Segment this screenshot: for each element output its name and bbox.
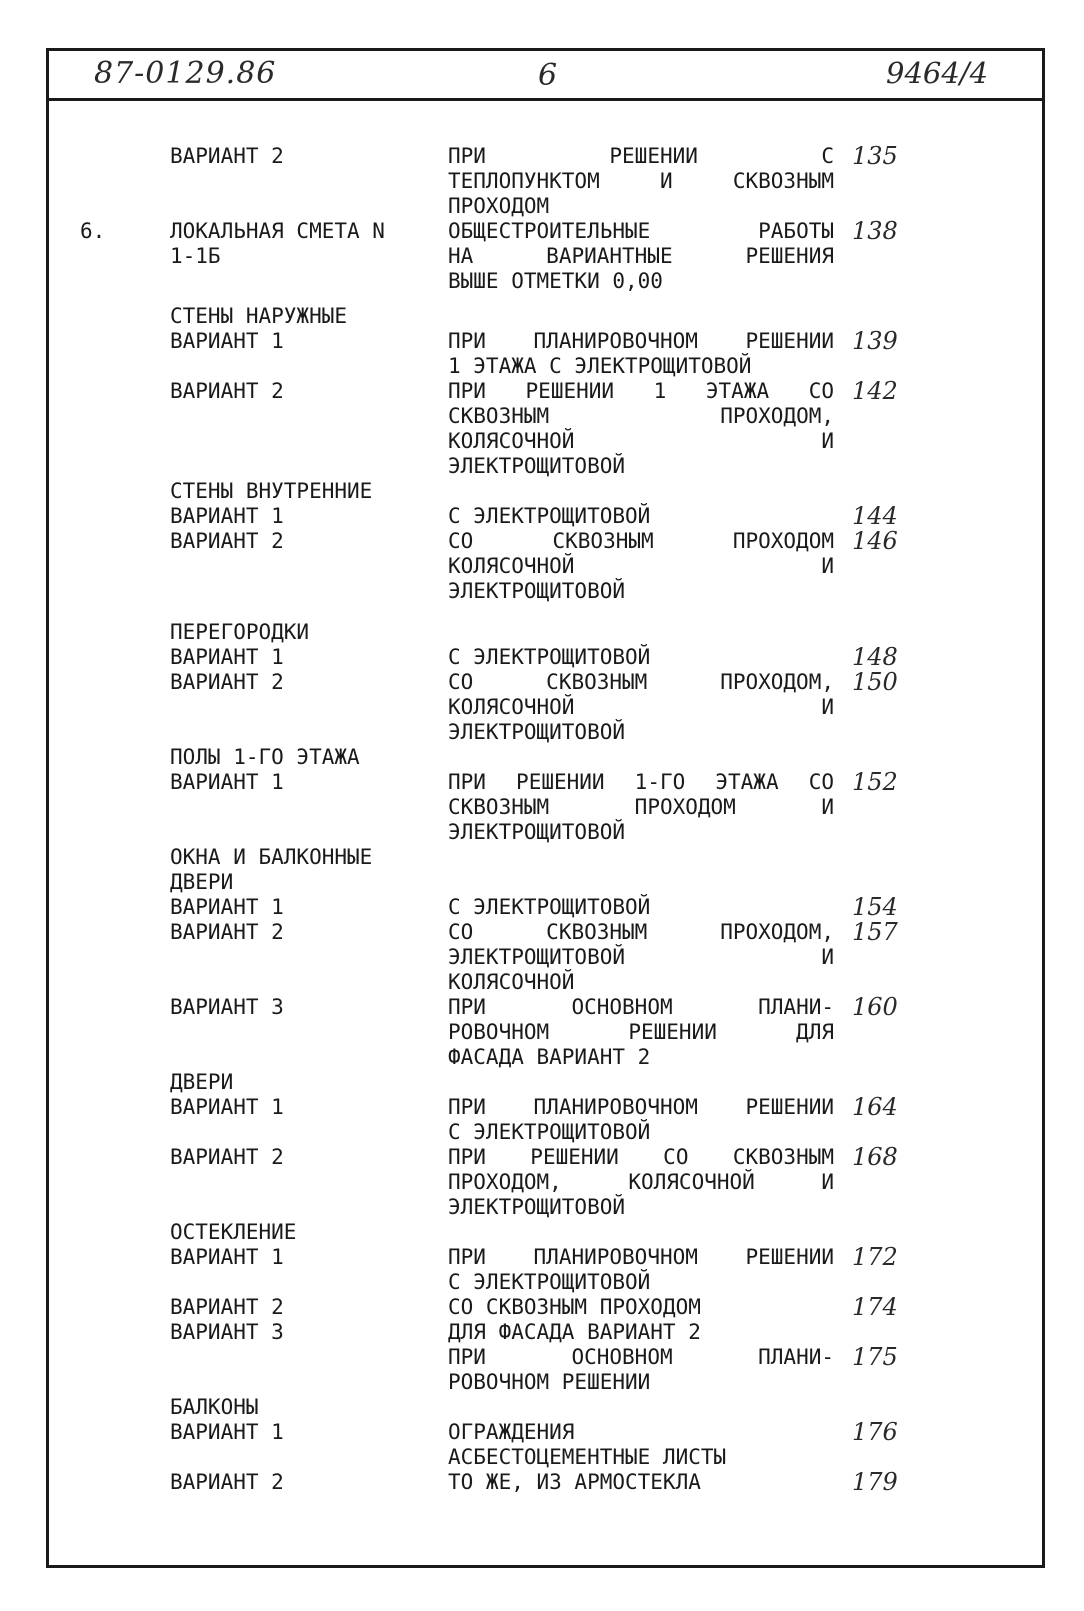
entry-section: ВАРИАНТ 3 <box>170 995 284 1019</box>
description-line: ТО ЖЕ, ИЗ АРМОСТЕКЛА <box>448 1470 701 1494</box>
description-line: ДЛЯ ФАСАДА ВАРИАНТ 2 <box>448 1320 701 1344</box>
entry-section: ВАРИАНТ 2 <box>170 529 284 553</box>
entry-number: 6. <box>80 219 106 243</box>
entry-description <box>448 1095 834 1145</box>
page-reference: 139 <box>852 327 898 355</box>
entry-description <box>448 670 834 745</box>
description-line: С ЭЛЕКТРОЩИТОВОЙ <box>448 504 651 528</box>
description-line: СО СКВОЗНЫМ ПРОХОДОМ <box>448 1295 701 1319</box>
contents-entry <box>0 504 1084 529</box>
heading-text: СТЕНЫ ВНУТРЕННИЕ <box>170 479 373 503</box>
section-heading <box>0 1070 1084 1095</box>
description-line: С ЭЛЕКТРОЩИТОВОЙ <box>448 895 651 919</box>
contents-entry <box>0 645 1084 670</box>
contents-entry <box>0 529 1084 604</box>
page-reference: 157 <box>852 918 898 946</box>
description-line: АСБЕСТОЦЕМЕНТНЫЕ ЛИСТЫ <box>448 1445 727 1469</box>
description-line: СКВОЗНЫМ ПРОХОДОМ И <box>448 795 834 819</box>
entry-section: ВАРИАНТ 1 <box>170 1420 284 1444</box>
contents-entry <box>0 144 1084 219</box>
contents-entry <box>0 1320 1084 1345</box>
entry-section: ВАРИАНТ 1 <box>170 1245 284 1269</box>
page-reference: 135 <box>852 142 898 170</box>
entry-description <box>448 770 834 845</box>
page-reference: 138 <box>852 217 898 245</box>
section-heading <box>0 1220 1084 1245</box>
page-number: 6 <box>538 58 558 93</box>
contents-list <box>0 144 1084 1495</box>
description-line: ПРИ РЕШЕНИИ С <box>448 144 834 168</box>
description-line: ОГРАЖДЕНИЯ <box>448 1420 575 1444</box>
entry-section: ВАРИАНТ 1 <box>170 895 284 919</box>
page-reference: 154 <box>852 893 898 921</box>
contents-entry <box>0 1095 1084 1145</box>
entry-description <box>448 1320 834 1345</box>
entry-section: ВАРИАНТ 1 <box>170 504 284 528</box>
entry-section: ВАРИАНТ 2 <box>170 670 284 694</box>
entry-section: ЛОКАЛЬНАЯ СМЕТА N <box>170 219 385 243</box>
description-line: КОЛЯСОЧНОЙ И <box>448 554 834 578</box>
description-line: РОВОЧНОМ РЕШЕНИИ <box>448 1370 651 1394</box>
entry-section: ВАРИАНТ 1 <box>170 1095 284 1119</box>
page-reference: 150 <box>852 668 898 696</box>
description-line: НА ВАРИАНТНЫЕ РЕШЕНИЯ <box>448 244 834 268</box>
entry-description <box>448 1345 834 1395</box>
entry-section: ВАРИАНТ 2 <box>170 1470 284 1494</box>
entry-section: ВАРИАНТ 1 <box>170 645 284 669</box>
page-reference: 179 <box>852 1468 898 1496</box>
contents-entry <box>0 219 1084 294</box>
entry-description <box>448 895 834 920</box>
entry-description <box>448 219 834 294</box>
page-reference: 152 <box>852 768 898 796</box>
description-line: ПРИ ОСНОВНОМ ПЛАНИ- <box>448 995 834 1019</box>
heading-text: ПОЛЫ 1-ГО ЭТАЖА <box>170 745 360 769</box>
heading-text: ПЕРЕГОРОДКИ <box>170 620 310 644</box>
heading-text: ДВЕРИ <box>170 1070 234 1094</box>
section-heading <box>0 479 1084 504</box>
heading-text: СТЕНЫ НАРУЖНЫЕ <box>170 304 348 328</box>
entry-section: ВАРИАНТ 3 <box>170 1320 284 1344</box>
entry-description <box>448 529 834 604</box>
contents-entry <box>0 995 1084 1070</box>
entry-description <box>448 1420 834 1470</box>
contents-entry <box>0 329 1084 379</box>
description-line: ПРИ ПЛАНИРОВОЧНОМ РЕШЕНИИ <box>448 1095 834 1119</box>
description-line: С ЭЛЕКТРОЩИТОВОЙ <box>448 1120 651 1144</box>
page-reference: 172 <box>852 1243 898 1271</box>
heading-text: ОСТЕКЛЕНИЕ <box>170 1220 297 1244</box>
description-line: СО СКВОЗНЫМ ПРОХОДОМ, <box>448 670 834 694</box>
entry-description <box>448 504 834 529</box>
section-heading <box>0 1395 1084 1420</box>
contents-entry <box>0 1470 1084 1495</box>
description-line: ПРИ РЕШЕНИИ СО СКВОЗНЫМ <box>448 1145 834 1169</box>
archive-number: 9464/4 <box>886 56 989 90</box>
entry-section: ВАРИАНТ 2 <box>170 920 284 944</box>
entry-section: ВАРИАНТ 2 <box>170 1145 284 1169</box>
heading-text: БАЛКОНЫ <box>170 1395 259 1419</box>
entry-description <box>448 144 834 219</box>
entry-description <box>448 1145 834 1220</box>
contents-entry <box>0 379 1084 479</box>
entry-description <box>448 1470 834 1495</box>
page-reference: 164 <box>852 1093 898 1121</box>
entry-section-continued: 1-1Б <box>170 244 221 268</box>
description-line: СКВОЗНЫМ ПРОХОДОМ, <box>448 404 834 428</box>
description-line: ПРОХОДОМ <box>448 194 550 218</box>
entry-description <box>448 645 834 670</box>
description-line: ПРОХОДОМ, КОЛЯСОЧНОЙ И <box>448 1170 834 1194</box>
contents-entry <box>0 1295 1084 1320</box>
contents-entry <box>0 895 1084 920</box>
entry-description <box>448 329 834 379</box>
section-heading <box>0 304 1084 329</box>
description-line: РОВОЧНОМ РЕШЕНИИ ДЛЯ <box>448 1020 834 1044</box>
page-reference: 142 <box>852 377 898 405</box>
description-line: СО СКВОЗНЫМ ПРОХОДОМ <box>448 529 834 553</box>
page-reference: 176 <box>852 1418 898 1446</box>
description-line: КОЛЯСОЧНОЙ <box>448 970 575 994</box>
description-line: ЭЛЕКТРОЩИТОВОЙ <box>448 454 626 478</box>
description-line: ЭЛЕКТРОЩИТОВОЙ И <box>448 945 834 969</box>
contents-entry <box>0 1245 1084 1295</box>
page-reference: 144 <box>852 502 898 530</box>
description-line: ПРИ ОСНОВНОМ ПЛАНИ- <box>448 1345 834 1369</box>
entry-description <box>448 920 834 995</box>
entry-section: ВАРИАНТ 2 <box>170 144 284 168</box>
page-reference: 146 <box>852 527 898 555</box>
description-line: ПРИ РЕШЕНИИ 1 ЭТАЖА СО <box>448 379 834 403</box>
page-reference: 160 <box>852 993 898 1021</box>
description-line: ПРИ ПЛАНИРОВОЧНОМ РЕШЕНИИ <box>448 1245 834 1269</box>
description-line: С ЭЛЕКТРОЩИТОВОЙ <box>448 1270 651 1294</box>
description-line: ВЫШЕ ОТМЕТКИ 0,00 <box>448 269 663 293</box>
contents-entry <box>0 920 1084 995</box>
description-line: 1 ЭТАЖА С ЭЛЕКТРОЩИТОВОЙ <box>448 354 752 378</box>
heading-text: ОКНА И БАЛКОННЫЕ <box>170 845 373 869</box>
description-line: ЭЛЕКТРОЩИТОВОЙ <box>448 720 626 744</box>
entry-description <box>448 995 834 1070</box>
document-code: 87-0129.86 <box>94 56 277 91</box>
heading-text-continued: ДВЕРИ <box>170 870 234 894</box>
description-line: СО СКВОЗНЫМ ПРОХОДОМ, <box>448 920 834 944</box>
entry-description <box>448 379 834 479</box>
entry-description <box>448 1295 834 1320</box>
contents-entry <box>0 770 1084 845</box>
page-reference: 175 <box>852 1343 898 1371</box>
page-reference: 174 <box>852 1293 898 1321</box>
entry-section: ВАРИАНТ 2 <box>170 379 284 403</box>
description-line: ЭЛЕКТРОЩИТОВОЙ <box>448 579 626 603</box>
header-divider <box>46 98 1045 101</box>
section-heading <box>0 845 1084 895</box>
page-reference: 148 <box>852 643 898 671</box>
contents-entry <box>0 1420 1084 1470</box>
description-line: КОЛЯСОЧНОЙ И <box>448 429 834 453</box>
description-line: ПРИ РЕШЕНИИ 1-ГО ЭТАЖА СО <box>448 770 834 794</box>
description-line: С ЭЛЕКТРОЩИТОВОЙ <box>448 645 651 669</box>
entry-section: ВАРИАНТ 2 <box>170 1295 284 1319</box>
entry-description <box>448 1245 834 1295</box>
description-line: ПРИ ПЛАНИРОВОЧНОМ РЕШЕНИИ <box>448 329 834 353</box>
contents-entry <box>0 670 1084 745</box>
description-line: ОБЩЕСТРОИТЕЛЬНЫЕ РАБОТЫ <box>448 219 834 243</box>
section-heading <box>0 745 1084 770</box>
description-line: ЭЛЕКТРОЩИТОВОЙ <box>448 1195 626 1219</box>
description-line: ЭЛЕКТРОЩИТОВОЙ <box>448 820 626 844</box>
description-line: ФАСАДА ВАРИАНТ 2 <box>448 1045 651 1069</box>
entry-section: ВАРИАНТ 1 <box>170 770 284 794</box>
entry-section: ВАРИАНТ 1 <box>170 329 284 353</box>
contents-entry <box>0 1145 1084 1220</box>
section-heading <box>0 620 1084 645</box>
contents-entry <box>0 1345 1084 1395</box>
page-reference: 168 <box>852 1143 898 1171</box>
description-line: КОЛЯСОЧНОЙ И <box>448 695 834 719</box>
description-line: ТЕПЛОПУНКТОМ И СКВОЗНЫМ <box>448 169 834 193</box>
